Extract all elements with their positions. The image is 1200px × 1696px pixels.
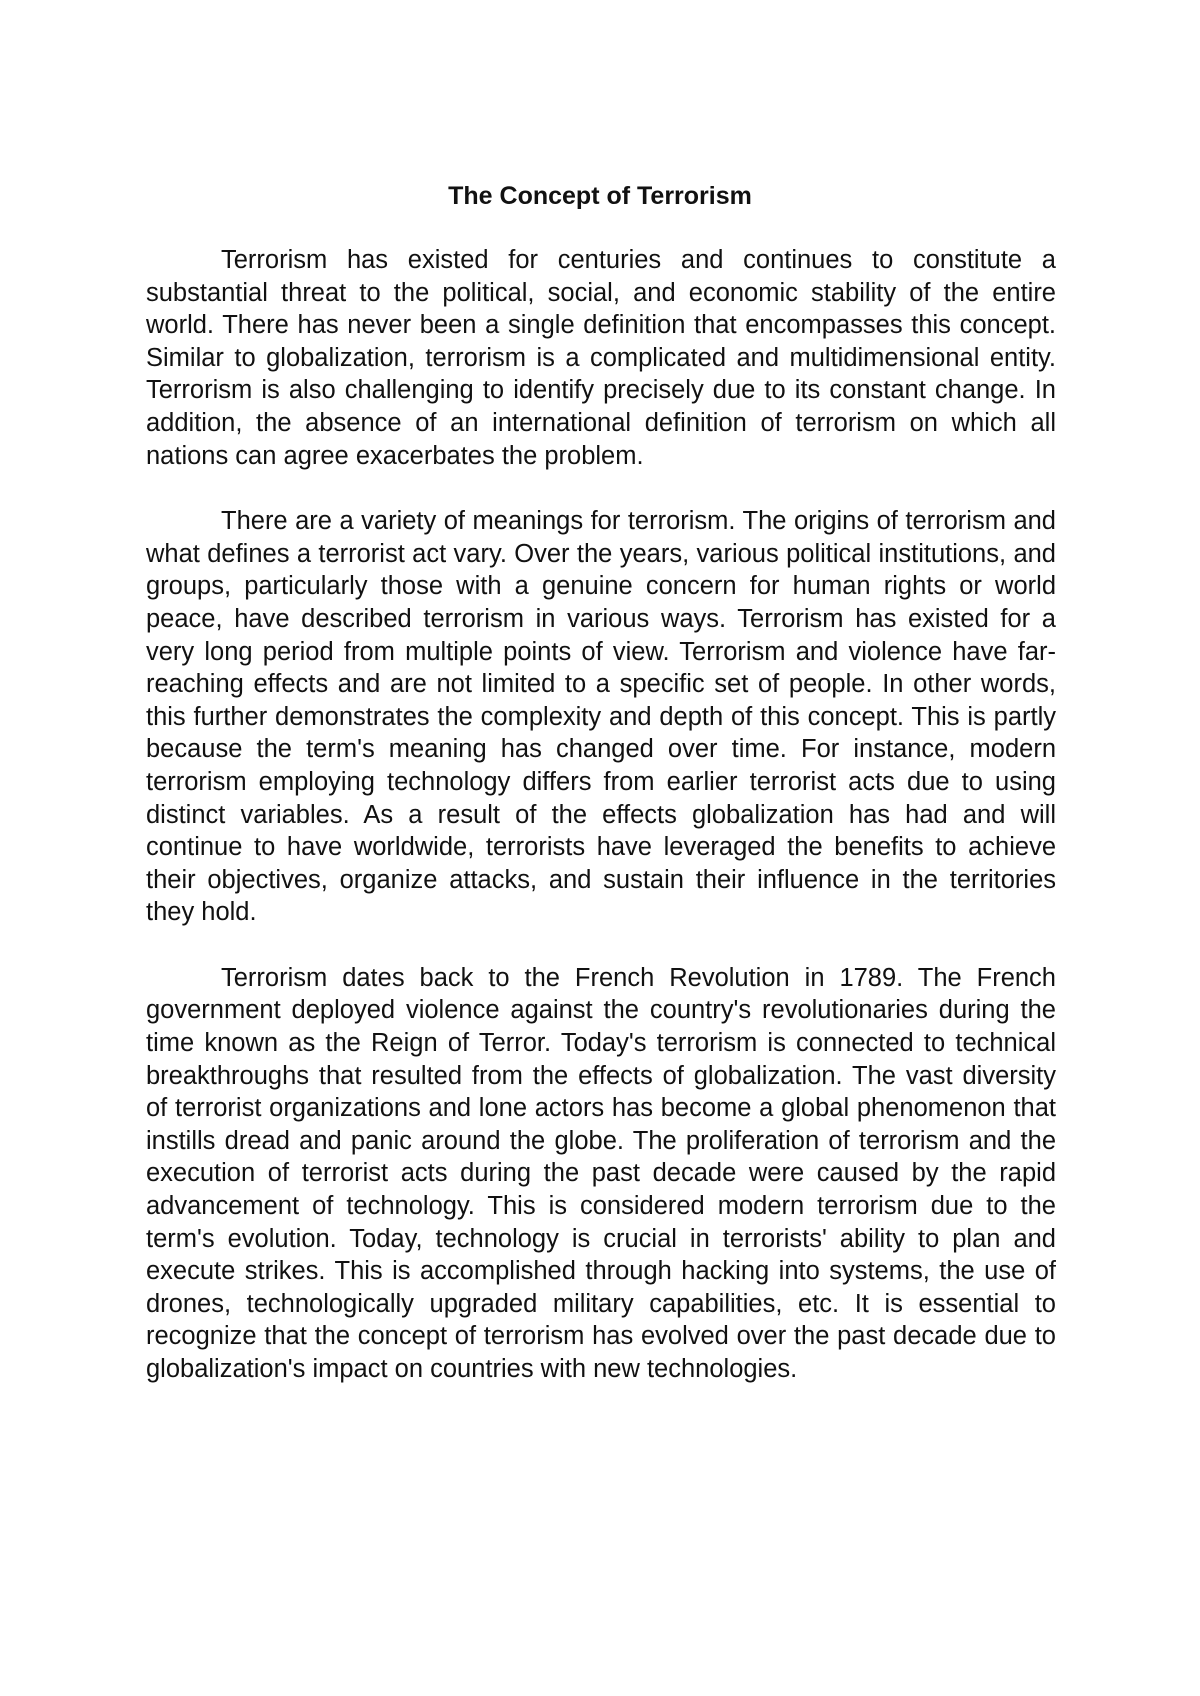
paragraph-2: There are a variety of meanings for terrorism. The origins of terrorism and what defines a terrorist act vary. Over the years, various political institutions, and groups, particularly those with a genuine concern for human rights or world peace, have described terrorism in various ways. Terrorism has existed for a very long period from multiple points of view. Terrorism and violence have far-reaching effects and are not limited to a specific set of people. In other words, this further demonstrates the complexity and depth of this concept. This is partly because the term's meaning has changed over time. For instance, modern terrorism employing technology differs from earlier terrorist acts due to using distinct variables. As a result of the effects globalization has had and will continue to have worldwide, terrorists have leveraged the benefits to achieve their objectives, organize attacks, and sustain their influence in the territories they hold. xyxy=(146,507,1056,927)
document-title: The Concept of Terrorism xyxy=(448,182,752,210)
paragraph-1: Terrorism has existed for centuries and continues to constitute a substantial threat to the political, social, and economic stability of the entire world. There has never been a single definition that encompasses this concept. Similar to globalization, terrorism is a complicated and multidimensional entity. Terrorism is also challenging to identify precisely due to its constant change. In addition, the absence of an international definition of terrorism on which all nations can agree exacerbates the problem. xyxy=(146,246,1056,470)
document-body xyxy=(146,244,1056,1419)
paragraph-3: Terrorism dates back to the French Revolution in 1789. The French government deployed violence against the country's revolutionaries during the time known as the Reign of Terror. Today's terrorism is connected to technical breakthroughs that resulted from the effects of globalization. The vast diversity of terrorist organizations and lone actors has become a global phenomenon that instills dread and panic around the globe. The proliferation of terrorism and the execution of terrorist acts during the past decade were caused by the rapid advancement of technology. This is considered modern terrorism due to the term's evolution. Today, technology is crucial in terrorists' ability to plan and execute strikes. This is accomplished through hacking into systems, the use of drones, technologically upgraded military capabilities, etc. It is essential to recognize that the concept of terrorism has evolved over the past decade due to globalization's impact on countries with new technologies. xyxy=(146,963,1056,1383)
